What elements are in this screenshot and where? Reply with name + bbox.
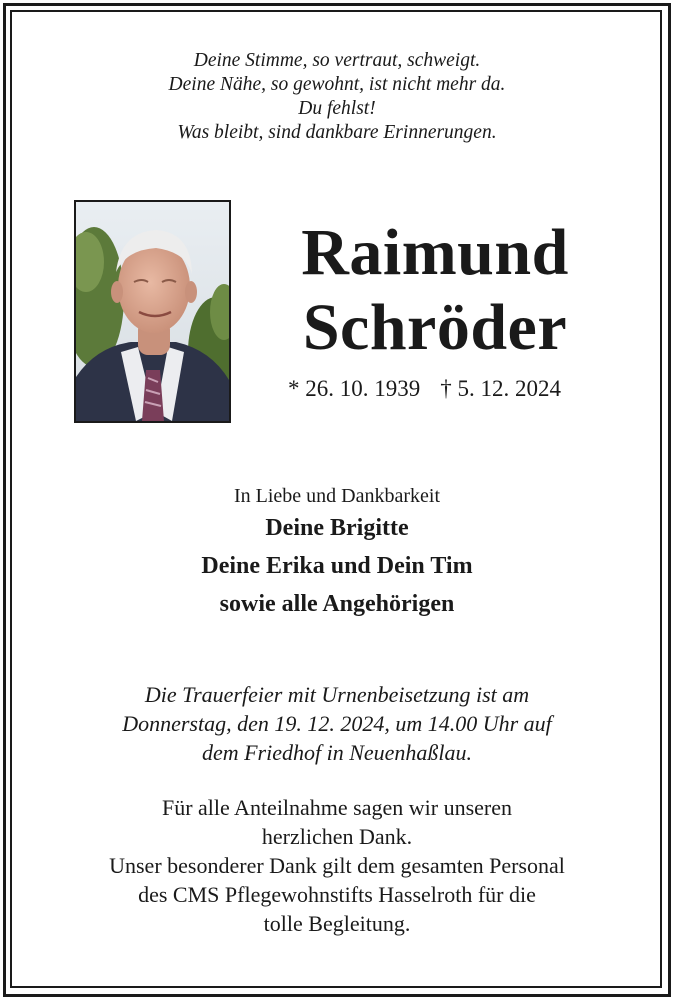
thanks-line: Für alle Anteilnahme sagen wir unseren bbox=[161, 795, 513, 820]
poem-line: Was bleibt, sind dankbare Erinnerungen. bbox=[177, 122, 497, 143]
signers-block bbox=[0, 483, 674, 623]
thanks-line: des CMS Pflegewohnstifts Hasselroth für die bbox=[138, 882, 536, 907]
thanks-text bbox=[0, 793, 674, 938]
signers-intro: In Liebe und Dankbarkeit bbox=[233, 485, 441, 507]
poem-line: Du fehlst! bbox=[298, 98, 376, 119]
thanks-line: Unser besonderer Dank gilt dem gesamten Personal bbox=[109, 853, 565, 878]
poem bbox=[0, 49, 674, 145]
portrait-image bbox=[76, 202, 229, 421]
signer-name: Deine Erika und Dein Tim bbox=[201, 553, 473, 579]
birth-date: * 26. 10. 1939 bbox=[288, 376, 421, 401]
deceased-last-name: Schröder bbox=[302, 291, 568, 364]
poem-line: Deine Stimme, so vertraut, schweigt. bbox=[193, 50, 481, 71]
service-line: Die Trauerfeier mit Urnenbeisetzung ist am bbox=[144, 682, 530, 707]
portrait-photo bbox=[74, 200, 231, 423]
service-line: Donnerstag, den 19. 12. 2024, um 14.00 Uhr auf bbox=[122, 711, 552, 736]
thanks-line: herzlichen Dank. bbox=[261, 824, 413, 849]
service-line: dem Friedhof in Neuenhaßlau. bbox=[201, 740, 473, 765]
thanks-line: tolle Begleitung. bbox=[263, 911, 411, 936]
poem-line: Deine Nähe, so gewohnt, ist nicht mehr da. bbox=[168, 74, 506, 95]
signer-name: sowie alle Angehörigen bbox=[219, 591, 455, 617]
funeral-service-info bbox=[0, 680, 674, 767]
life-dates bbox=[288, 376, 561, 402]
death-date: † 5. 12. 2024 bbox=[440, 376, 561, 401]
deceased-first-name: Raimund bbox=[301, 216, 569, 289]
signer-name: Deine Brigitte bbox=[265, 515, 409, 541]
